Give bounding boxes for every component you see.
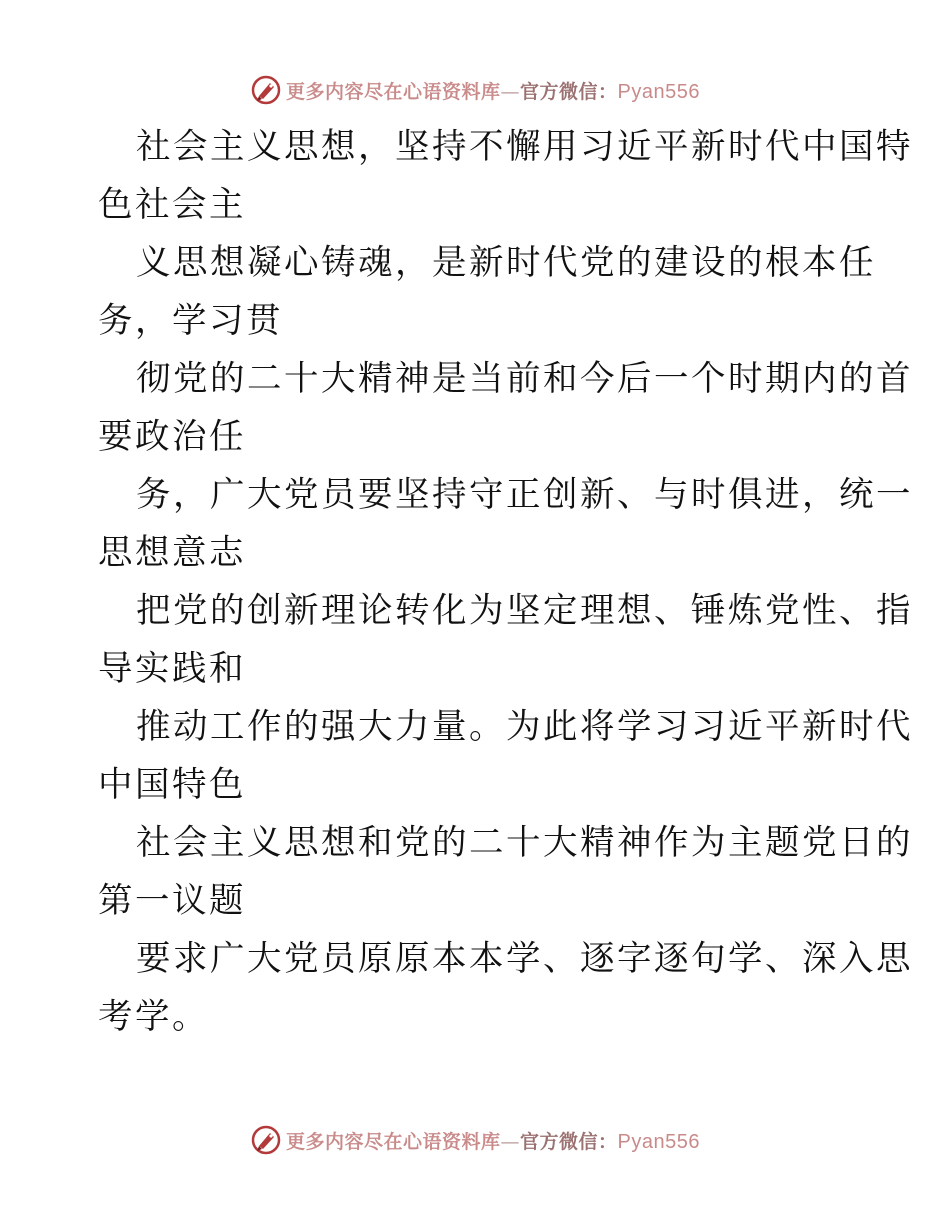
- header-banner-wechat-label: 官方微信：: [520, 80, 618, 103]
- paragraph-line: 中国特色: [98, 765, 246, 805]
- header-banner: [0, 70, 950, 110]
- paragraph-line: 第一议题: [98, 881, 246, 921]
- footer-banner-wechat-label: 官方微信：: [520, 1130, 618, 1153]
- footer-banner: [0, 1120, 950, 1160]
- header-banner-slogan: 更多内容尽在心语资料库: [286, 80, 501, 103]
- footer-banner-content: [250, 1124, 700, 1156]
- paragraph: [98, 350, 913, 466]
- pen-nib-logo-icon: [250, 74, 282, 106]
- paragraph: [98, 814, 913, 930]
- paragraph-line: 推动工作的强大力量。为此将学习习近平新时代: [136, 707, 913, 747]
- paragraph-line: 色社会主: [98, 185, 246, 225]
- paragraph-line: 要政治任: [98, 417, 246, 457]
- paragraph: [98, 930, 913, 1046]
- paragraph-line: 彻党的二十大精神是当前和今后一个时期内的首: [136, 359, 913, 399]
- footer-banner-dash: —: [500, 1130, 521, 1153]
- paragraph-line: 考学。: [98, 997, 209, 1037]
- paragraph-line: 导实践和: [98, 649, 246, 689]
- paragraph-line: 思想意志: [98, 533, 246, 573]
- header-banner-dash: —: [500, 80, 521, 103]
- document-body: [98, 118, 913, 1046]
- footer-banner-handle: Pyan556: [617, 1130, 700, 1153]
- paragraph-line: 把党的创新理论转化为坚定理想、锤炼党性、指: [136, 591, 913, 631]
- paragraph-line: 务，广大党员要坚持守正创新、与时俱进，统一: [136, 475, 913, 515]
- paragraph: [98, 466, 913, 582]
- paragraph: [98, 698, 913, 814]
- paragraph-line: 社会主义思想和党的二十大精神作为主题党日的: [136, 823, 913, 863]
- paragraph: [98, 582, 913, 698]
- paragraph-line: 社会主义思想，坚持不懈用习近平新时代中国特: [136, 127, 913, 167]
- header-banner-handle: Pyan556: [617, 80, 700, 103]
- paragraph: [98, 118, 913, 234]
- pen-nib-logo-icon: [250, 1124, 282, 1156]
- header-banner-content: [250, 74, 700, 106]
- footer-banner-text: [286, 1127, 700, 1154]
- paragraph-line: 务，学习贯: [98, 301, 283, 341]
- header-banner-text: [286, 77, 700, 104]
- paragraph: [98, 234, 876, 350]
- footer-banner-slogan: 更多内容尽在心语资料库: [286, 1130, 501, 1153]
- paragraph-line: 要求广大党员原原本本学、逐字逐句学、深入思: [136, 939, 913, 979]
- paragraph-line: 义思想凝心铸魂，是新时代党的建设的根本任: [136, 243, 876, 283]
